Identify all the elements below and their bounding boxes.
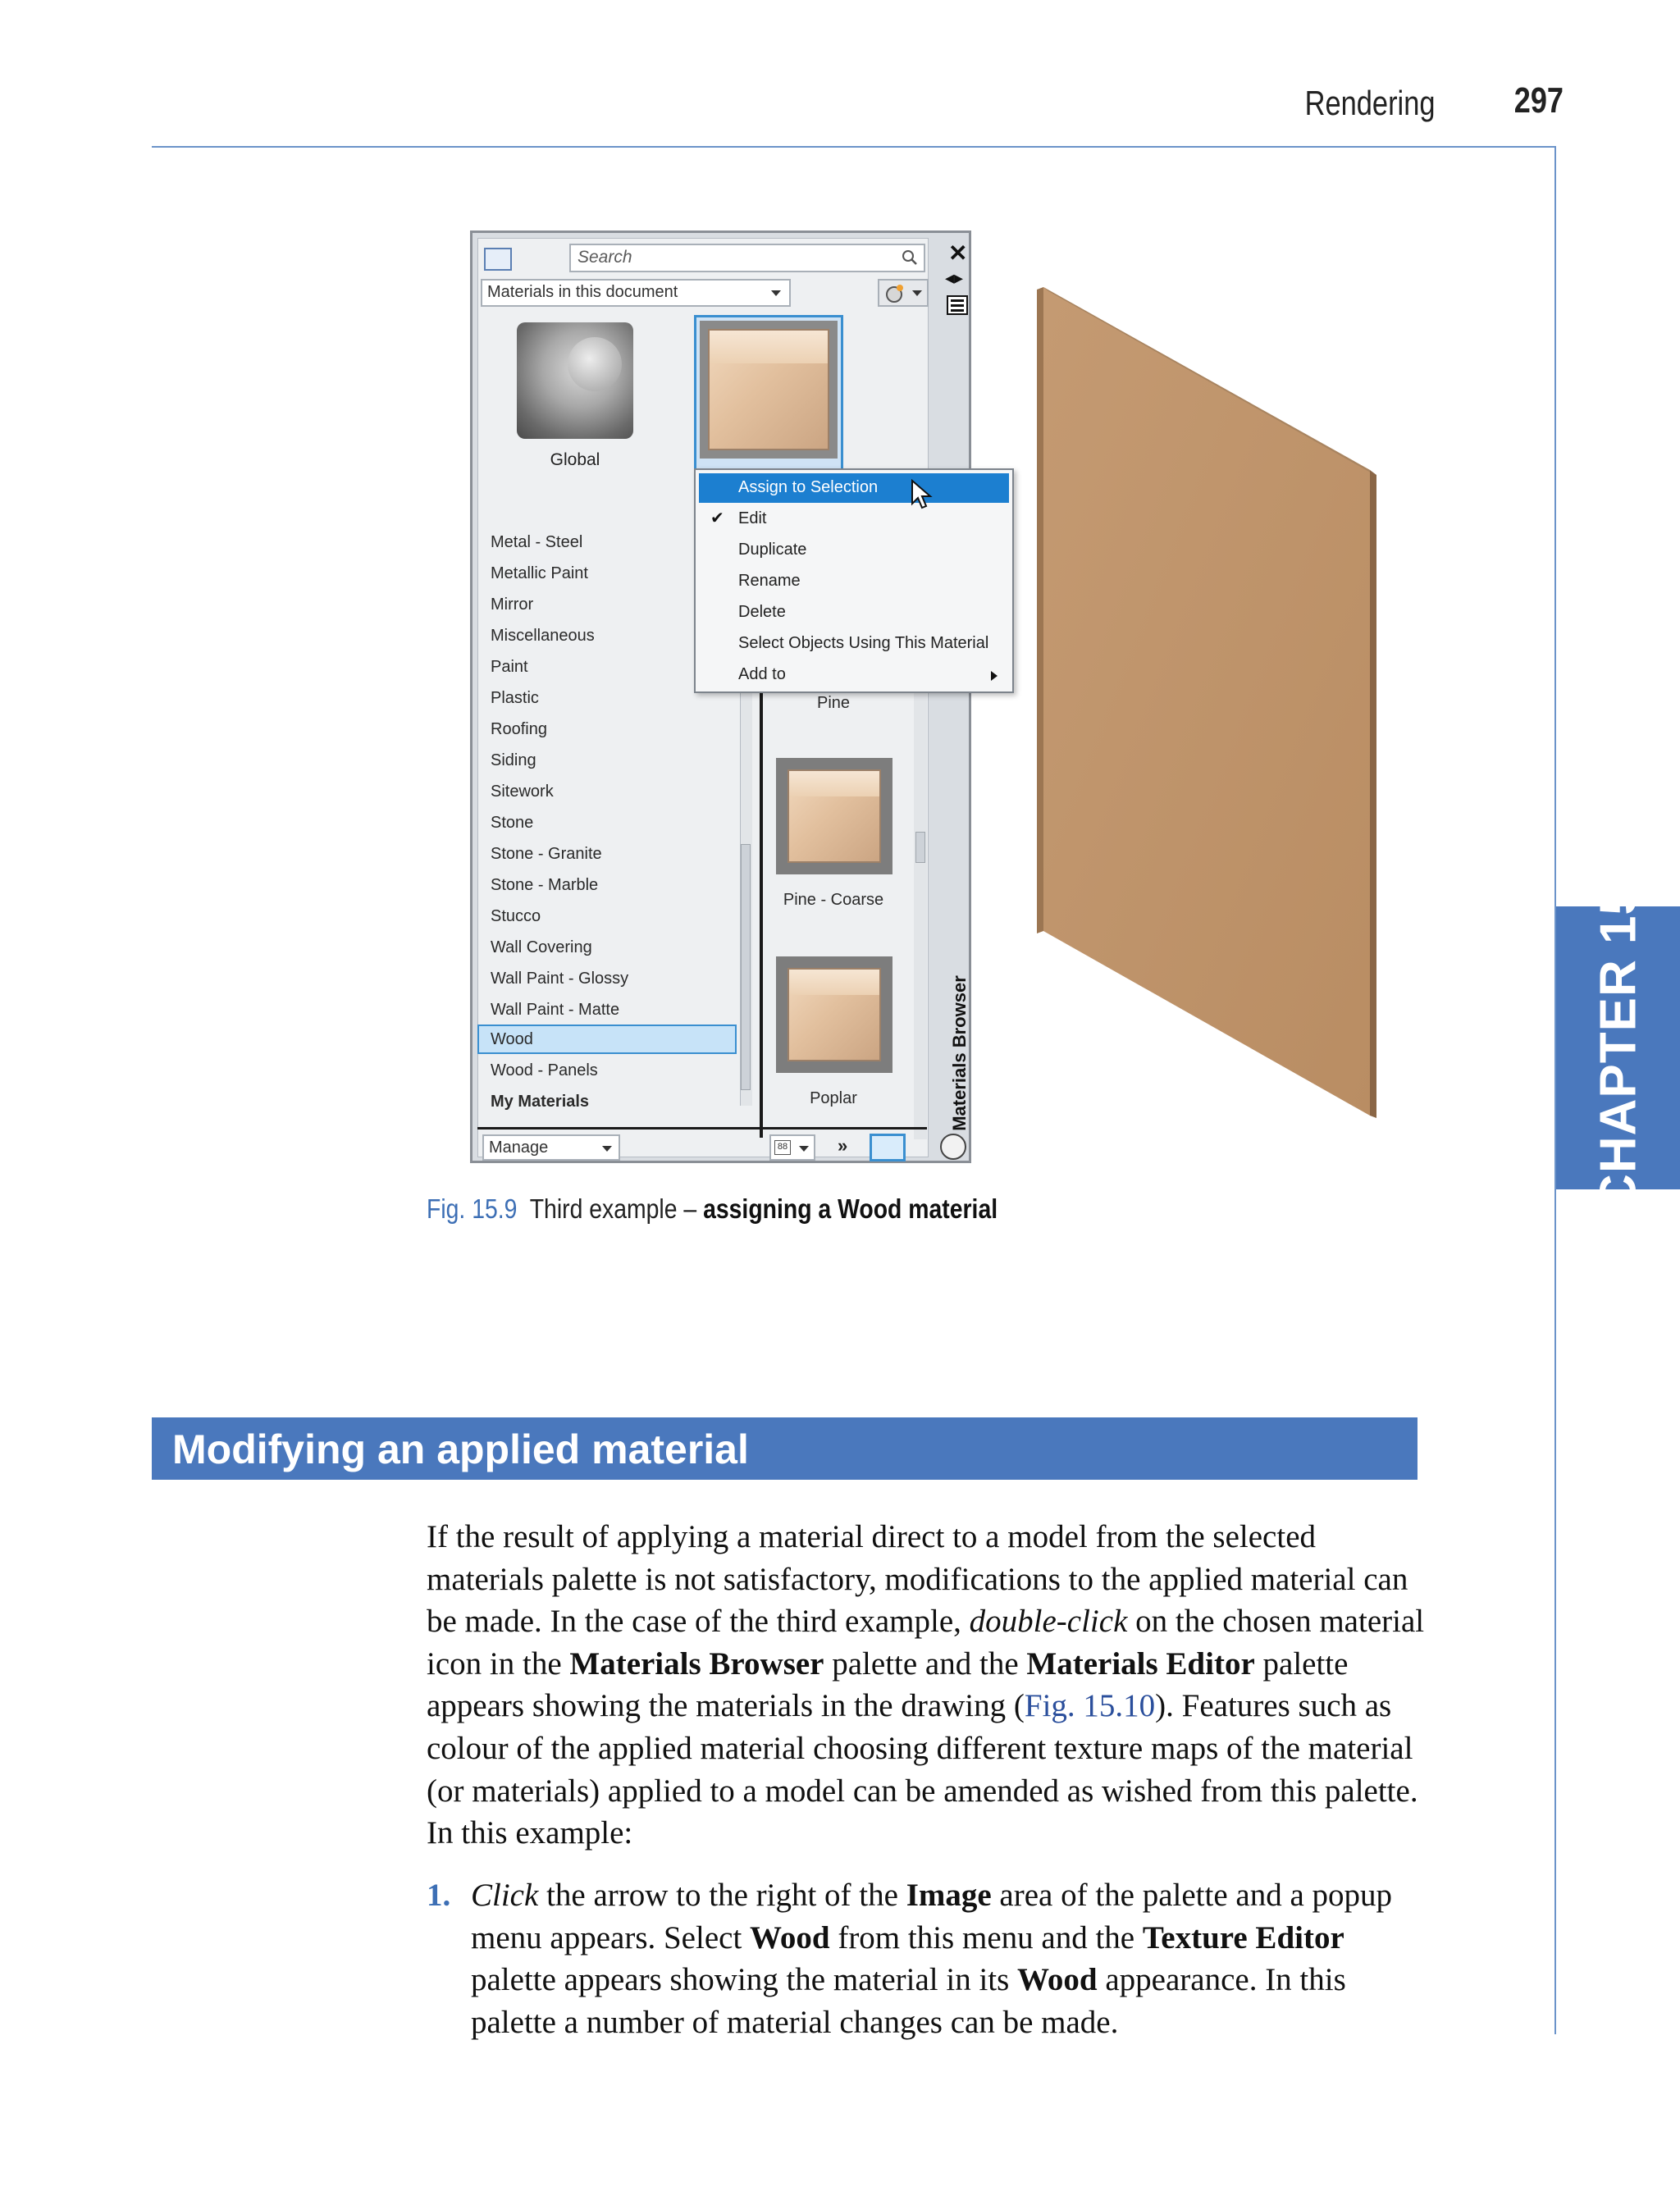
- category-item[interactable]: Stone - Granite: [491, 845, 602, 863]
- category-item[interactable]: Wood - Panels: [491, 1061, 598, 1079]
- text-run: appearance. In this palette a number of material changes can be made.: [471, 1962, 1346, 2040]
- body-paragraph: [427, 1516, 1436, 1855]
- figure-reference-link[interactable]: Fig. 15.10: [1024, 1688, 1156, 1724]
- section-heading-bar: [152, 1417, 1418, 1480]
- text-run: palette appears showing the material in its: [471, 1962, 1018, 1998]
- material-grid-scrollbar[interactable]: [914, 680, 927, 1139]
- create-material-icon: [884, 283, 907, 304]
- category-item[interactable]: Roofing: [491, 720, 547, 738]
- category-item-selected[interactable]: Wood: [491, 1030, 533, 1048]
- text-run: on the chosen material icon in the: [427, 1604, 1425, 1682]
- menu-item-label: Duplicate: [738, 541, 807, 559]
- header-rule: [152, 146, 1556, 148]
- poplar-material-thumbnail[interactable]: [776, 956, 892, 1073]
- text-run: from this menu and the: [829, 1919, 1143, 1956]
- material-grid-scrollbar-thumb[interactable]: [915, 832, 925, 863]
- global-material-thumbnail[interactable]: [517, 322, 633, 439]
- settings-icon[interactable]: [940, 1134, 966, 1160]
- text-run-italic: Click: [471, 1878, 539, 1913]
- page-number: 297: [1513, 80, 1564, 121]
- text-run-bold: Materials Browser: [569, 1645, 824, 1682]
- category-item[interactable]: Stucco: [491, 907, 541, 925]
- chevron-down-icon: [602, 1146, 612, 1152]
- list-number: 1.: [427, 1878, 451, 1913]
- category-item[interactable]: Wall Paint - Glossy: [491, 970, 629, 988]
- manage-dropdown-value: Manage: [489, 1139, 549, 1157]
- wood-cube-image: [708, 329, 829, 450]
- more-options-button[interactable]: »: [838, 1135, 848, 1156]
- text-run-bold: Materials Editor: [1026, 1645, 1255, 1682]
- chevron-down-icon: [912, 290, 922, 296]
- text-run-bold: Texture Editor: [1142, 1919, 1344, 1956]
- figure-caption: [427, 1193, 998, 1225]
- autohide-icon[interactable]: ◂▸: [945, 267, 964, 288]
- pine-coarse-material-thumbnail[interactable]: [776, 758, 892, 874]
- palette-vertical-title: [935, 971, 984, 1135]
- category-item[interactable]: Miscellaneous: [491, 627, 595, 645]
- category-item[interactable]: Wall Covering: [491, 938, 592, 956]
- category-item[interactable]: Stone: [491, 814, 534, 832]
- menu-item-label: Assign to Selection: [738, 478, 879, 496]
- category-item[interactable]: Stone - Marble: [491, 876, 599, 894]
- category-scrollbar-thumb[interactable]: [741, 844, 751, 1090]
- caption-text: Third example –: [529, 1193, 704, 1224]
- running-title: Rendering: [1304, 84, 1436, 122]
- category-item[interactable]: Wall Paint - Matte: [491, 1001, 620, 1019]
- menu-item-label: Select Objects Using This Material: [738, 634, 989, 652]
- thumbnail-label-global: Global: [550, 450, 600, 469]
- panel-divider[interactable]: [760, 680, 763, 1138]
- category-item[interactable]: Siding: [491, 751, 536, 769]
- menu-item-delete[interactable]: [699, 598, 1009, 628]
- chapter-tab-label: CHAPTER 15: [1590, 885, 1646, 1211]
- section-title: Modifying an applied material: [172, 1426, 749, 1472]
- menu-item-label: Add to: [738, 665, 786, 683]
- menu-item-label: Rename: [738, 572, 801, 590]
- menu-item-edit[interactable]: [699, 504, 1009, 534]
- mouse-cursor-icon: [911, 479, 935, 512]
- search-icon: [901, 249, 919, 267]
- category-item[interactable]: Metal - Steel: [491, 533, 583, 551]
- wood-cube-image: [788, 769, 881, 863]
- chevron-down-icon: [799, 1146, 809, 1152]
- text-run: the arrow to the right of the: [538, 1878, 906, 1913]
- text-run: palette and the: [824, 1645, 1027, 1682]
- close-icon[interactable]: ✕: [948, 240, 968, 266]
- submenu-arrow-icon: [991, 671, 998, 681]
- category-item[interactable]: Sitework: [491, 783, 554, 801]
- category-item[interactable]: Metallic Paint: [491, 564, 588, 582]
- menu-item-add-to[interactable]: [699, 660, 1009, 690]
- menu-item-label: Edit: [738, 509, 767, 527]
- thumbnail-label-pine: Pine: [816, 694, 851, 712]
- create-material-button[interactable]: [878, 279, 929, 307]
- materials-browser-palette: [470, 230, 971, 1163]
- thumbnail-label-poplar: Poplar: [810, 1089, 857, 1107]
- text-run: palette appears showing the materials in the drawing (: [427, 1645, 1349, 1724]
- wood-panel-render: [1035, 283, 1380, 1120]
- document-filter-dropdown[interactable]: [481, 279, 791, 307]
- category-item[interactable]: Paint: [491, 658, 528, 676]
- text-run: area of the palette and a popup menu appears. Select: [471, 1878, 1393, 1956]
- chevron-down-icon: [771, 290, 781, 296]
- text-run-bold: Image: [906, 1878, 992, 1913]
- caption-text-bold: assigning a Wood material: [703, 1193, 998, 1224]
- menu-item-select-objects[interactable]: [699, 629, 1009, 659]
- text-run-italic: double-click: [969, 1604, 1128, 1640]
- open-materials-editor-button[interactable]: [870, 1134, 906, 1161]
- chapter-tab: [1556, 885, 1680, 1211]
- text-run-bold: Wood: [1017, 1962, 1098, 1998]
- category-item[interactable]: Plastic: [491, 689, 539, 707]
- my-materials-heading[interactable]: My Materials: [491, 1093, 590, 1111]
- menu-item-assign-to-selection[interactable]: [699, 473, 1009, 503]
- text-run-bold: Wood: [750, 1919, 830, 1956]
- menu-item-rename[interactable]: [699, 567, 1009, 596]
- menu-item-label: Delete: [738, 603, 786, 621]
- search-placeholder: Search: [578, 248, 632, 267]
- figure-number: Fig. 15.9: [427, 1193, 518, 1224]
- properties-icon[interactable]: [947, 295, 968, 315]
- thumbnail-label-pine-coarse: Pine - Coarse: [783, 891, 884, 909]
- search-input[interactable]: [569, 244, 925, 272]
- text-run: If the result of applying a material direct to a model from the selected materials palette is not satisfactory, modifications to the applied material can be made. In the case of the third example,: [427, 1519, 1408, 1640]
- checkmark-icon: ✔: [710, 509, 724, 527]
- text-run: ). Features such as colour of the applied material choosing different texture maps of the material (or materials) applied to a model can be amended as wished from this palette. In this example:: [427, 1688, 1418, 1851]
- menu-item-duplicate[interactable]: [699, 536, 1009, 565]
- list-item-text: [471, 1874, 1436, 2043]
- palette-title-text: Materials Browser: [949, 975, 970, 1131]
- thumbnail-view-icon: 88: [774, 1140, 791, 1155]
- manage-dropdown[interactable]: [482, 1134, 620, 1161]
- context-menu: [694, 468, 1014, 693]
- document-filter-value: Materials in this document: [487, 283, 678, 301]
- palette-icon[interactable]: [484, 248, 512, 271]
- category-item[interactable]: Mirror: [491, 596, 534, 614]
- view-options-button[interactable]: [769, 1134, 815, 1161]
- toolbar-rule: [477, 1127, 927, 1130]
- wood-cube-image: [788, 968, 881, 1061]
